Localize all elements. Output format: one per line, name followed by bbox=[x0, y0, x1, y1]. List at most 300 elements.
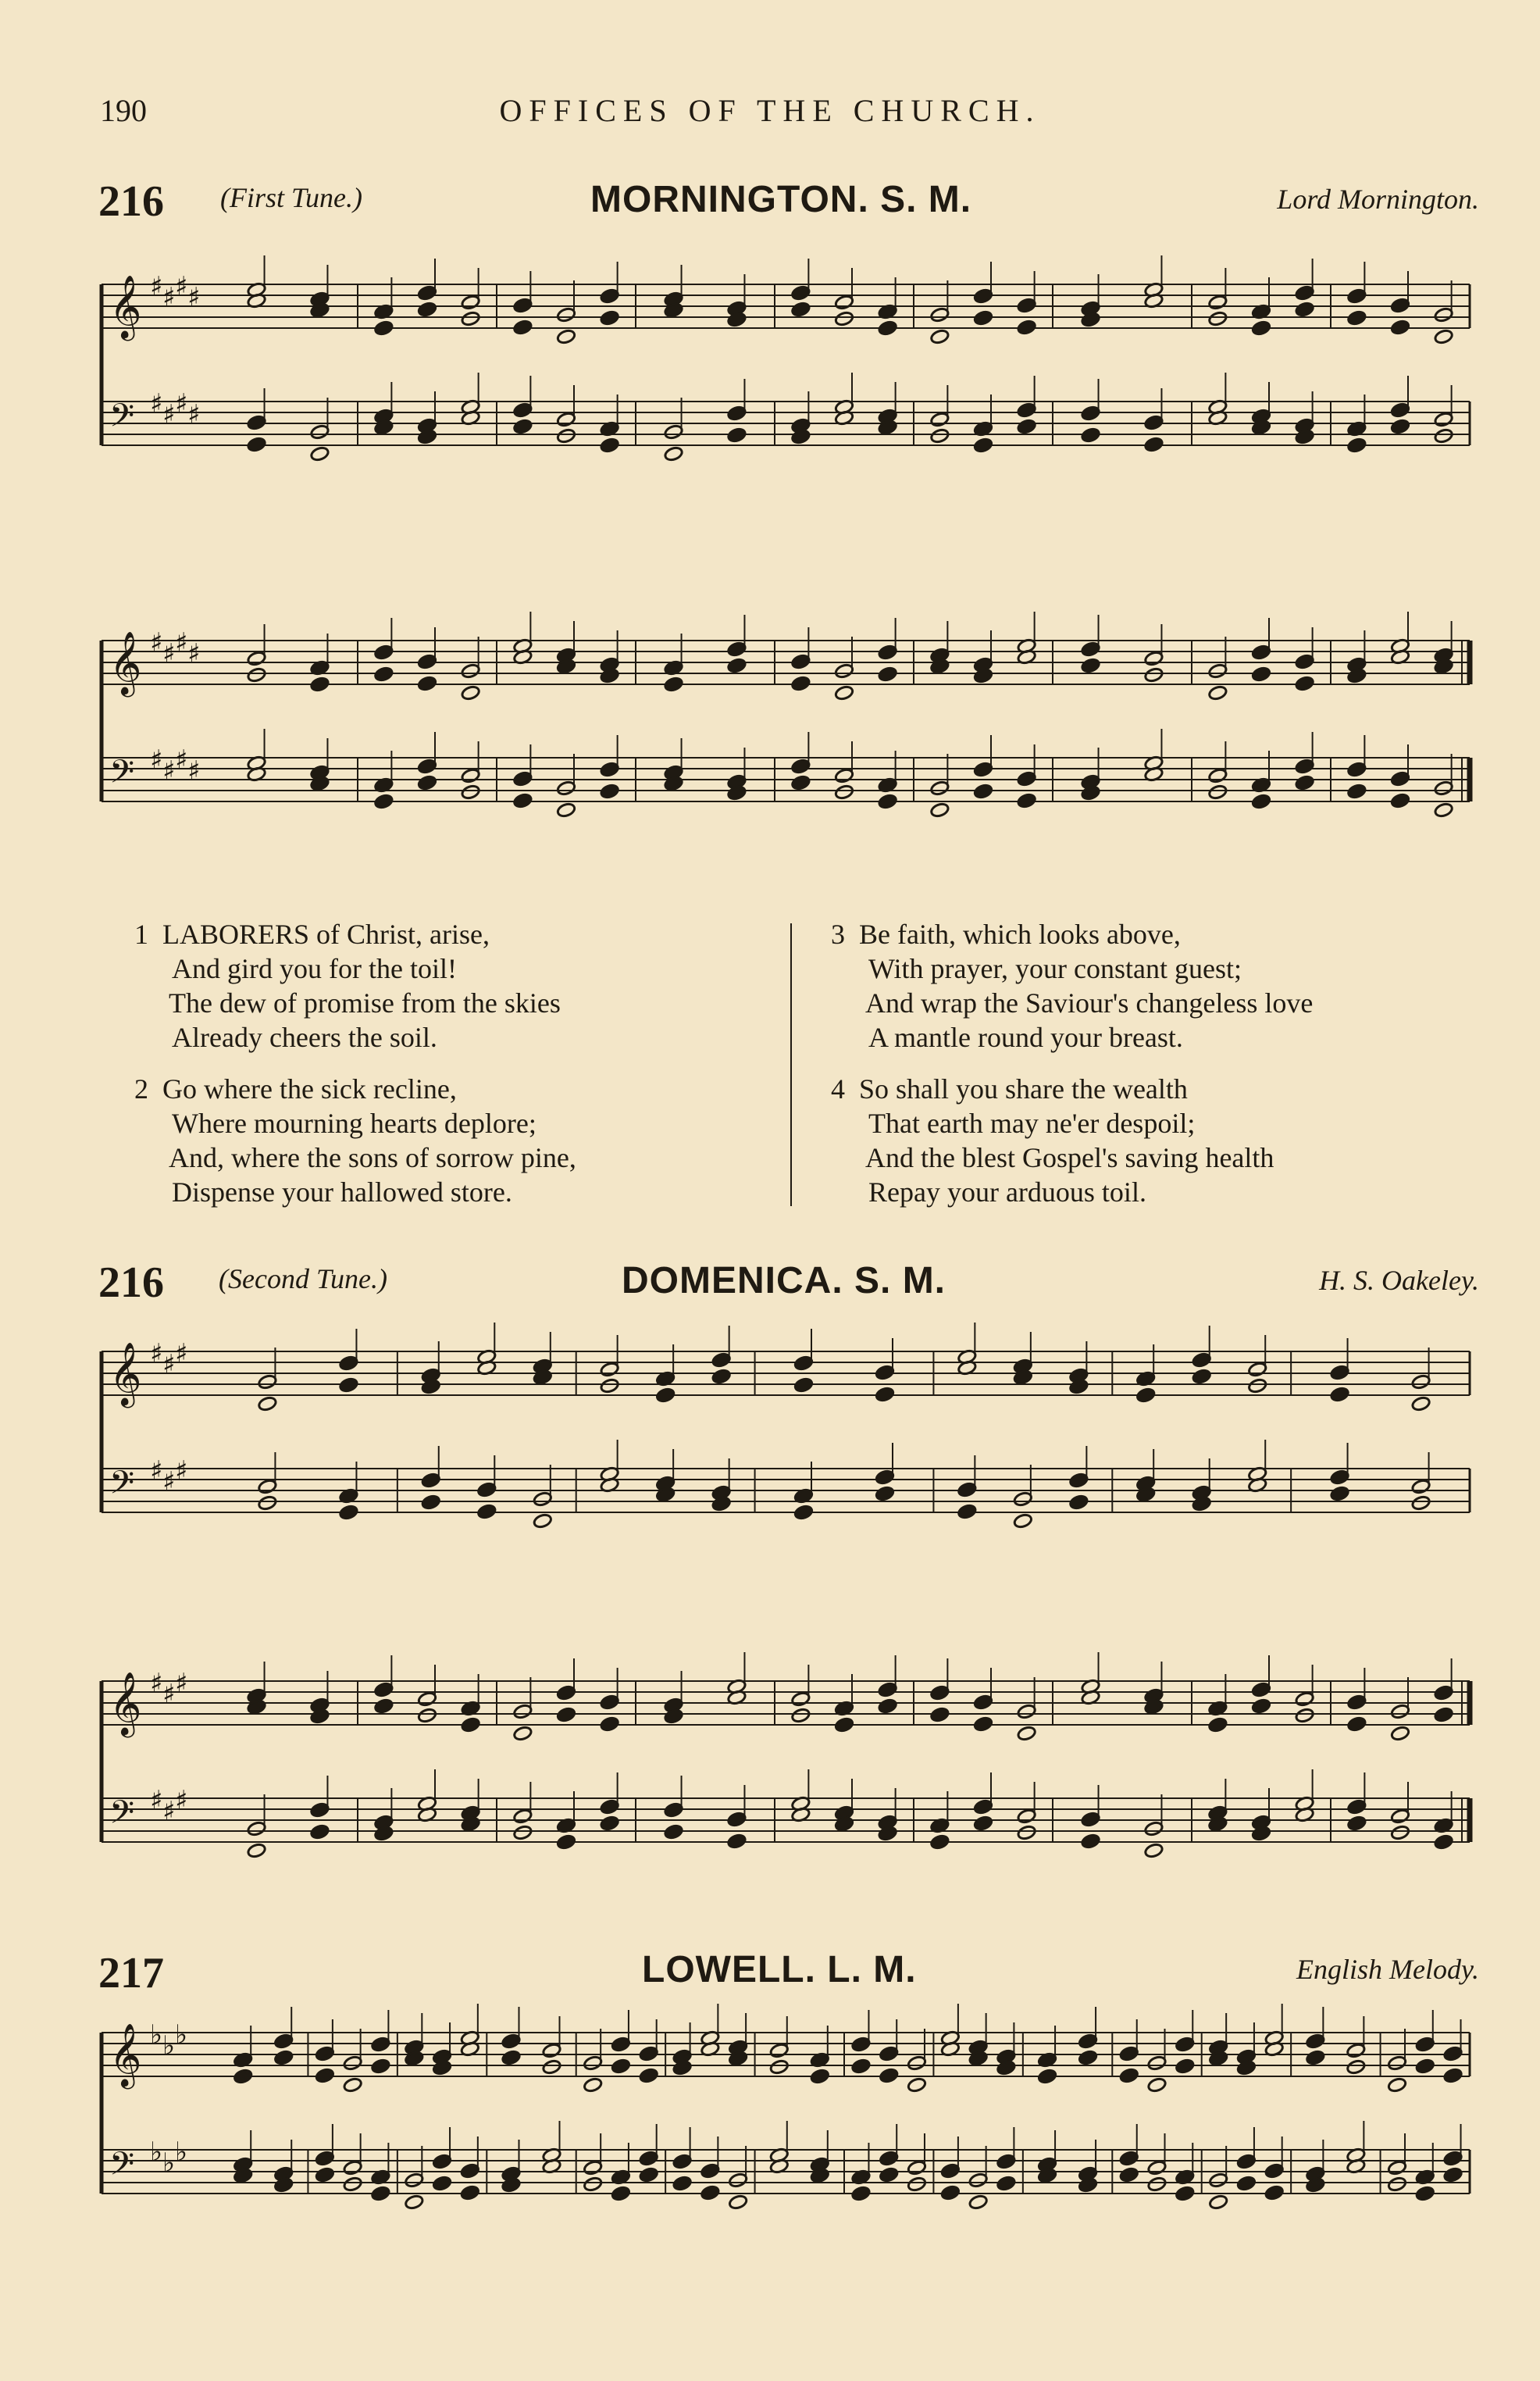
note-head bbox=[1434, 802, 1453, 819]
note-head bbox=[600, 288, 619, 305]
note-head bbox=[957, 1482, 977, 1498]
note-head bbox=[1144, 651, 1164, 667]
note-head bbox=[930, 780, 950, 797]
note-head bbox=[310, 1824, 330, 1840]
note-head bbox=[1390, 793, 1410, 809]
treble-clef: 𝄞 bbox=[109, 274, 142, 338]
note-head bbox=[1434, 780, 1453, 797]
note-head bbox=[374, 666, 394, 683]
note-head bbox=[878, 666, 897, 683]
note-head bbox=[639, 2151, 658, 2167]
tune-name: DOMENICA. S. M. bbox=[622, 1260, 946, 1301]
note-head bbox=[940, 2163, 960, 2179]
note-head bbox=[1251, 1698, 1271, 1715]
note-head bbox=[501, 2050, 521, 2066]
verse-line: And gird you for the toil! bbox=[172, 953, 457, 984]
sharp-sign: ♯ bbox=[162, 755, 176, 787]
hymn-number: 216 bbox=[98, 177, 164, 226]
note-head bbox=[273, 2033, 293, 2050]
note-head bbox=[1251, 794, 1271, 810]
note-head bbox=[417, 285, 437, 302]
note-head bbox=[1248, 1362, 1267, 1378]
note-head bbox=[973, 1694, 993, 1711]
sharp-sign: ♯ bbox=[150, 627, 163, 659]
note-head bbox=[907, 2160, 926, 2176]
sharp-sign: ♯ bbox=[162, 1349, 176, 1380]
sharp-sign: ♯ bbox=[175, 388, 188, 419]
note-head bbox=[1330, 1486, 1349, 1502]
note-head bbox=[583, 2077, 602, 2094]
note-head bbox=[1330, 1469, 1349, 1486]
note-head bbox=[879, 2068, 898, 2084]
note-head bbox=[907, 2077, 926, 2094]
note-head bbox=[583, 2176, 602, 2193]
note-head bbox=[1144, 1843, 1164, 1859]
sharp-sign: ♯ bbox=[175, 744, 188, 776]
note-head bbox=[851, 2037, 871, 2053]
note-head bbox=[600, 762, 619, 778]
note-head bbox=[1069, 1494, 1089, 1511]
note-head bbox=[1411, 1374, 1431, 1390]
flat-sign: ♭ bbox=[150, 2136, 163, 2168]
note-head bbox=[1346, 2043, 1366, 2059]
verse-number: 3 bbox=[831, 919, 845, 950]
note-head bbox=[1119, 2151, 1139, 2167]
note-head bbox=[339, 1377, 358, 1394]
note-head bbox=[728, 2172, 747, 2189]
sharp-sign: ♯ bbox=[187, 399, 201, 430]
note-head bbox=[417, 1691, 437, 1708]
note-head bbox=[878, 644, 897, 661]
note-head bbox=[1434, 428, 1453, 444]
note-head bbox=[664, 1802, 683, 1819]
note-head bbox=[1434, 1834, 1453, 1851]
verse-line: So shall you share the wealth bbox=[859, 1073, 1188, 1105]
note-head bbox=[973, 1815, 993, 1832]
note-head bbox=[556, 780, 576, 797]
note-head bbox=[461, 768, 480, 784]
note-head bbox=[664, 676, 683, 693]
sharp-sign: ♯ bbox=[175, 1338, 188, 1369]
note-head bbox=[769, 2043, 789, 2059]
note-head bbox=[1415, 2058, 1435, 2075]
note-head bbox=[556, 307, 576, 323]
verse-line: Be faith, which looks above, bbox=[859, 919, 1181, 950]
note-head bbox=[672, 2154, 692, 2170]
note-head bbox=[930, 412, 950, 428]
note-head bbox=[1347, 1799, 1367, 1815]
note-head bbox=[968, 2194, 988, 2211]
note-head bbox=[1037, 2069, 1057, 2085]
verse-line: Already cheers the soil. bbox=[172, 1022, 437, 1053]
note-head bbox=[639, 2068, 658, 2084]
note-head bbox=[600, 1378, 619, 1394]
note-head bbox=[1144, 1821, 1164, 1837]
sharp-sign: ♯ bbox=[175, 1455, 188, 1487]
note-head bbox=[460, 2185, 479, 2201]
note-head bbox=[371, 2037, 390, 2053]
note-head bbox=[1434, 1707, 1453, 1723]
note-head bbox=[258, 1479, 277, 1495]
note-head bbox=[1390, 771, 1410, 787]
sharp-sign: ♯ bbox=[175, 271, 188, 302]
note-head bbox=[273, 2050, 293, 2066]
note-head bbox=[875, 1486, 894, 1502]
note-head bbox=[556, 428, 576, 444]
note-head bbox=[611, 2186, 630, 2202]
note-head bbox=[1017, 319, 1036, 336]
note-head bbox=[728, 2194, 747, 2211]
note-head bbox=[542, 2059, 561, 2076]
note-head bbox=[513, 793, 533, 809]
flat-sign: ♭ bbox=[150, 2019, 163, 2051]
note-head bbox=[310, 1802, 330, 1819]
verse-line: Go where the sick recline, bbox=[162, 1073, 457, 1105]
note-head bbox=[1415, 2037, 1435, 2053]
note-head bbox=[1147, 2160, 1167, 2176]
note-head bbox=[247, 437, 266, 453]
note-head bbox=[417, 654, 437, 670]
note-head bbox=[1295, 302, 1314, 318]
note-head bbox=[1175, 2186, 1195, 2202]
note-head bbox=[1147, 2176, 1167, 2193]
note-head bbox=[1390, 298, 1410, 314]
note-head bbox=[310, 424, 330, 441]
note-head bbox=[1390, 1726, 1410, 1742]
note-head bbox=[711, 1369, 731, 1385]
bass-clef: 𝄢 bbox=[109, 1464, 135, 1509]
composer: Lord Mornington. bbox=[1277, 184, 1479, 215]
note-head bbox=[1264, 2163, 1284, 2179]
note-head bbox=[513, 319, 533, 336]
note-head bbox=[1078, 2033, 1097, 2050]
note-head bbox=[878, 794, 897, 810]
note-head bbox=[1415, 2186, 1435, 2202]
sharp-sign: ♯ bbox=[162, 1796, 176, 1827]
note-head bbox=[513, 1726, 533, 1742]
note-head bbox=[315, 2167, 334, 2183]
note-head bbox=[1411, 1479, 1431, 1495]
note-head bbox=[996, 2154, 1016, 2170]
note-head bbox=[374, 1682, 394, 1698]
verse-line: With prayer, your constant guest; bbox=[868, 953, 1242, 984]
note-head bbox=[374, 320, 394, 337]
verse-line: And wrap the Saviour's changeless love bbox=[865, 987, 1314, 1019]
note-head bbox=[1347, 437, 1367, 454]
note-head bbox=[1208, 784, 1228, 801]
flat-sign: ♭ bbox=[162, 2030, 176, 2062]
note-head bbox=[996, 2176, 1016, 2192]
note-head bbox=[1347, 288, 1367, 305]
note-head bbox=[460, 2163, 479, 2179]
note-head bbox=[1434, 329, 1453, 345]
sharp-sign: ♯ bbox=[187, 755, 201, 787]
verse bbox=[831, 917, 1313, 1055]
sharp-sign: ♯ bbox=[150, 1338, 163, 1369]
note-head bbox=[1387, 2176, 1406, 2193]
note-head bbox=[1144, 667, 1164, 684]
note-head bbox=[247, 667, 266, 684]
note-head bbox=[1295, 1691, 1314, 1708]
sharp-sign: ♯ bbox=[187, 282, 201, 313]
note-head bbox=[1251, 320, 1271, 337]
note-head bbox=[513, 419, 533, 435]
note-head bbox=[851, 2186, 871, 2202]
note-head bbox=[258, 1396, 277, 1412]
note-head bbox=[664, 1824, 683, 1840]
note-head bbox=[875, 1365, 894, 1381]
note-head bbox=[664, 424, 683, 441]
note-head bbox=[930, 1707, 950, 1723]
note-head bbox=[711, 1352, 731, 1369]
note-head bbox=[461, 295, 480, 311]
note-head bbox=[583, 2160, 602, 2176]
tune-name: LOWELL. L. M. bbox=[642, 1949, 917, 1990]
music-system bbox=[0, 2000, 1540, 2297]
note-head bbox=[834, 311, 854, 327]
note-head bbox=[1347, 1716, 1367, 1733]
note-head bbox=[973, 288, 993, 305]
hymn-number: 216 bbox=[98, 1258, 164, 1307]
note-head bbox=[1251, 666, 1271, 683]
note-head bbox=[930, 802, 950, 819]
note-head bbox=[700, 2163, 720, 2179]
note-head bbox=[957, 1504, 977, 1520]
note-head bbox=[417, 1708, 437, 1724]
note-head bbox=[405, 2172, 424, 2189]
note-head bbox=[1390, 1704, 1410, 1720]
note-head bbox=[600, 784, 619, 800]
note-head bbox=[1236, 2176, 1256, 2192]
verse-line: That earth may ne'er despoil; bbox=[868, 1108, 1196, 1139]
note-head bbox=[727, 641, 747, 658]
note-head bbox=[1434, 412, 1453, 428]
note-head bbox=[1236, 2154, 1256, 2170]
note-head bbox=[310, 446, 330, 462]
note-head bbox=[1347, 1694, 1367, 1711]
note-head bbox=[1390, 1808, 1410, 1825]
note-head bbox=[600, 1362, 619, 1378]
note-head bbox=[1346, 2059, 1366, 2076]
verse-divider bbox=[790, 923, 792, 1206]
music-system bbox=[0, 252, 1540, 548]
tune-name: MORNINGTON. S. M. bbox=[590, 179, 972, 220]
note-head bbox=[930, 1685, 950, 1701]
note-head bbox=[417, 676, 437, 692]
note-head bbox=[1017, 1825, 1036, 1841]
treble-clef: 𝄞 bbox=[109, 1341, 142, 1405]
note-head bbox=[343, 2160, 362, 2176]
note-head bbox=[600, 1799, 619, 1815]
verse-number: 1 bbox=[134, 919, 148, 950]
note-head bbox=[1347, 762, 1367, 778]
note-head bbox=[1119, 2046, 1139, 2062]
note-head bbox=[791, 302, 811, 318]
note-head bbox=[1208, 1717, 1228, 1733]
sharp-sign: ♯ bbox=[175, 627, 188, 659]
note-head bbox=[315, 2151, 334, 2167]
note-head bbox=[1017, 1808, 1036, 1825]
sharp-sign: ♯ bbox=[150, 388, 163, 419]
note-head bbox=[1078, 2050, 1097, 2066]
note-head bbox=[421, 1473, 440, 1489]
note-head bbox=[542, 2043, 561, 2059]
note-head bbox=[834, 1717, 854, 1733]
flat-sign: ♭ bbox=[162, 2147, 176, 2179]
note-head bbox=[1411, 1396, 1431, 1412]
note-head bbox=[1175, 2058, 1195, 2075]
note-head bbox=[791, 285, 811, 302]
note-head bbox=[1264, 2185, 1284, 2201]
note-head bbox=[1295, 759, 1314, 775]
note-head bbox=[834, 295, 854, 311]
note-head bbox=[374, 1698, 394, 1715]
verse-line: Where mourning hearts deplore; bbox=[172, 1108, 537, 1139]
note-head bbox=[791, 1691, 811, 1708]
treble-clef: 𝄞 bbox=[109, 1671, 142, 1735]
note-head bbox=[1390, 402, 1410, 419]
flat-sign: ♭ bbox=[175, 2136, 188, 2168]
note-head bbox=[973, 784, 993, 800]
note-head bbox=[793, 1505, 813, 1521]
note-head bbox=[1347, 310, 1367, 327]
note-head bbox=[1390, 1825, 1410, 1841]
note-head bbox=[1295, 775, 1314, 791]
note-head bbox=[1017, 771, 1036, 787]
note-head bbox=[1135, 1387, 1155, 1404]
sharp-sign: ♯ bbox=[150, 1785, 163, 1816]
treble-clef: 𝄞 bbox=[109, 2022, 142, 2086]
note-head bbox=[417, 759, 437, 775]
sharp-sign: ♯ bbox=[162, 282, 176, 313]
note-head bbox=[1347, 784, 1367, 800]
note-head bbox=[1147, 2055, 1167, 2072]
note-head bbox=[1347, 1815, 1367, 1832]
note-head bbox=[968, 2172, 988, 2189]
note-head bbox=[1330, 1387, 1349, 1403]
bass-clef: 𝄢 bbox=[109, 397, 135, 442]
note-head bbox=[1017, 793, 1036, 809]
note-head bbox=[834, 784, 854, 801]
note-head bbox=[973, 762, 993, 778]
verse bbox=[134, 1072, 576, 1209]
note-head bbox=[343, 2176, 362, 2193]
note-head bbox=[639, 2046, 658, 2062]
note-head bbox=[1144, 437, 1164, 453]
note-head bbox=[1434, 307, 1453, 323]
note-head bbox=[371, 2058, 390, 2075]
note-head bbox=[930, 1834, 950, 1851]
page-number: 190 bbox=[100, 93, 147, 128]
note-head bbox=[793, 1355, 813, 1372]
note-head bbox=[513, 1704, 533, 1720]
music-system bbox=[0, 1598, 1540, 1919]
note-head bbox=[1192, 1369, 1211, 1385]
note-head bbox=[461, 311, 480, 327]
note-head bbox=[973, 437, 993, 454]
note-head bbox=[1387, 2055, 1406, 2072]
verse-line: Repay your arduous toil. bbox=[868, 1176, 1146, 1208]
note-head bbox=[461, 685, 480, 701]
note-head bbox=[600, 437, 619, 454]
note-head bbox=[1208, 2194, 1228, 2211]
note-head bbox=[727, 405, 747, 422]
note-head bbox=[477, 1482, 497, 1498]
note-head bbox=[973, 1716, 993, 1733]
note-head bbox=[1387, 2160, 1406, 2176]
note-head bbox=[791, 654, 811, 670]
sharp-sign: ♯ bbox=[162, 1679, 176, 1710]
flat-sign: ♭ bbox=[175, 2019, 188, 2051]
note-head bbox=[513, 771, 533, 787]
bass-clef: 𝄢 bbox=[109, 753, 135, 798]
note-head bbox=[1390, 419, 1410, 435]
note-head bbox=[879, 2046, 898, 2062]
note-head bbox=[1306, 2050, 1325, 2066]
hymn-number: 217 bbox=[98, 1949, 164, 1997]
note-head bbox=[343, 2077, 362, 2094]
note-head bbox=[247, 1821, 266, 1837]
note-head bbox=[1208, 2172, 1228, 2189]
note-head bbox=[769, 2059, 789, 2076]
note-head bbox=[513, 298, 533, 314]
note-head bbox=[930, 307, 950, 323]
note-head bbox=[1248, 1378, 1267, 1394]
note-head bbox=[727, 1812, 747, 1828]
note-head bbox=[1443, 2046, 1463, 2062]
note-head bbox=[556, 802, 576, 819]
note-head bbox=[600, 1694, 619, 1711]
verse-line: LABORERS of Christ, arise, bbox=[162, 919, 490, 950]
note-head bbox=[664, 446, 683, 462]
note-head bbox=[727, 427, 747, 444]
note-head bbox=[1295, 285, 1314, 302]
note-head bbox=[247, 1843, 266, 1859]
note-head bbox=[791, 759, 811, 775]
note-head bbox=[310, 676, 330, 693]
composer: H. S. Oakeley. bbox=[1319, 1265, 1479, 1296]
note-head bbox=[1208, 295, 1228, 311]
note-head bbox=[513, 1825, 533, 1841]
note-head bbox=[834, 663, 854, 680]
note-head bbox=[556, 329, 576, 345]
note-head bbox=[343, 2055, 362, 2072]
note-head bbox=[339, 1505, 358, 1521]
note-head bbox=[1081, 405, 1100, 422]
note-head bbox=[1081, 427, 1100, 444]
note-head bbox=[417, 775, 437, 791]
note-head bbox=[930, 428, 950, 444]
note-head bbox=[1443, 2151, 1463, 2167]
note-head bbox=[1387, 2077, 1406, 2094]
verse bbox=[831, 1072, 1274, 1209]
note-head bbox=[247, 415, 266, 431]
note-head bbox=[461, 1717, 480, 1733]
note-head bbox=[374, 794, 394, 810]
note-head bbox=[258, 1374, 277, 1390]
note-head bbox=[1295, 654, 1314, 670]
note-head bbox=[1119, 2068, 1139, 2084]
note-head bbox=[851, 2058, 871, 2075]
sharp-sign: ♯ bbox=[150, 271, 163, 302]
verse-number: 4 bbox=[831, 1073, 845, 1105]
note-head bbox=[1081, 658, 1100, 674]
note-head bbox=[1443, 2068, 1463, 2084]
note-head bbox=[315, 2046, 334, 2062]
note-head bbox=[907, 2055, 926, 2072]
note-head bbox=[1069, 1473, 1089, 1489]
note-head bbox=[1081, 641, 1100, 658]
